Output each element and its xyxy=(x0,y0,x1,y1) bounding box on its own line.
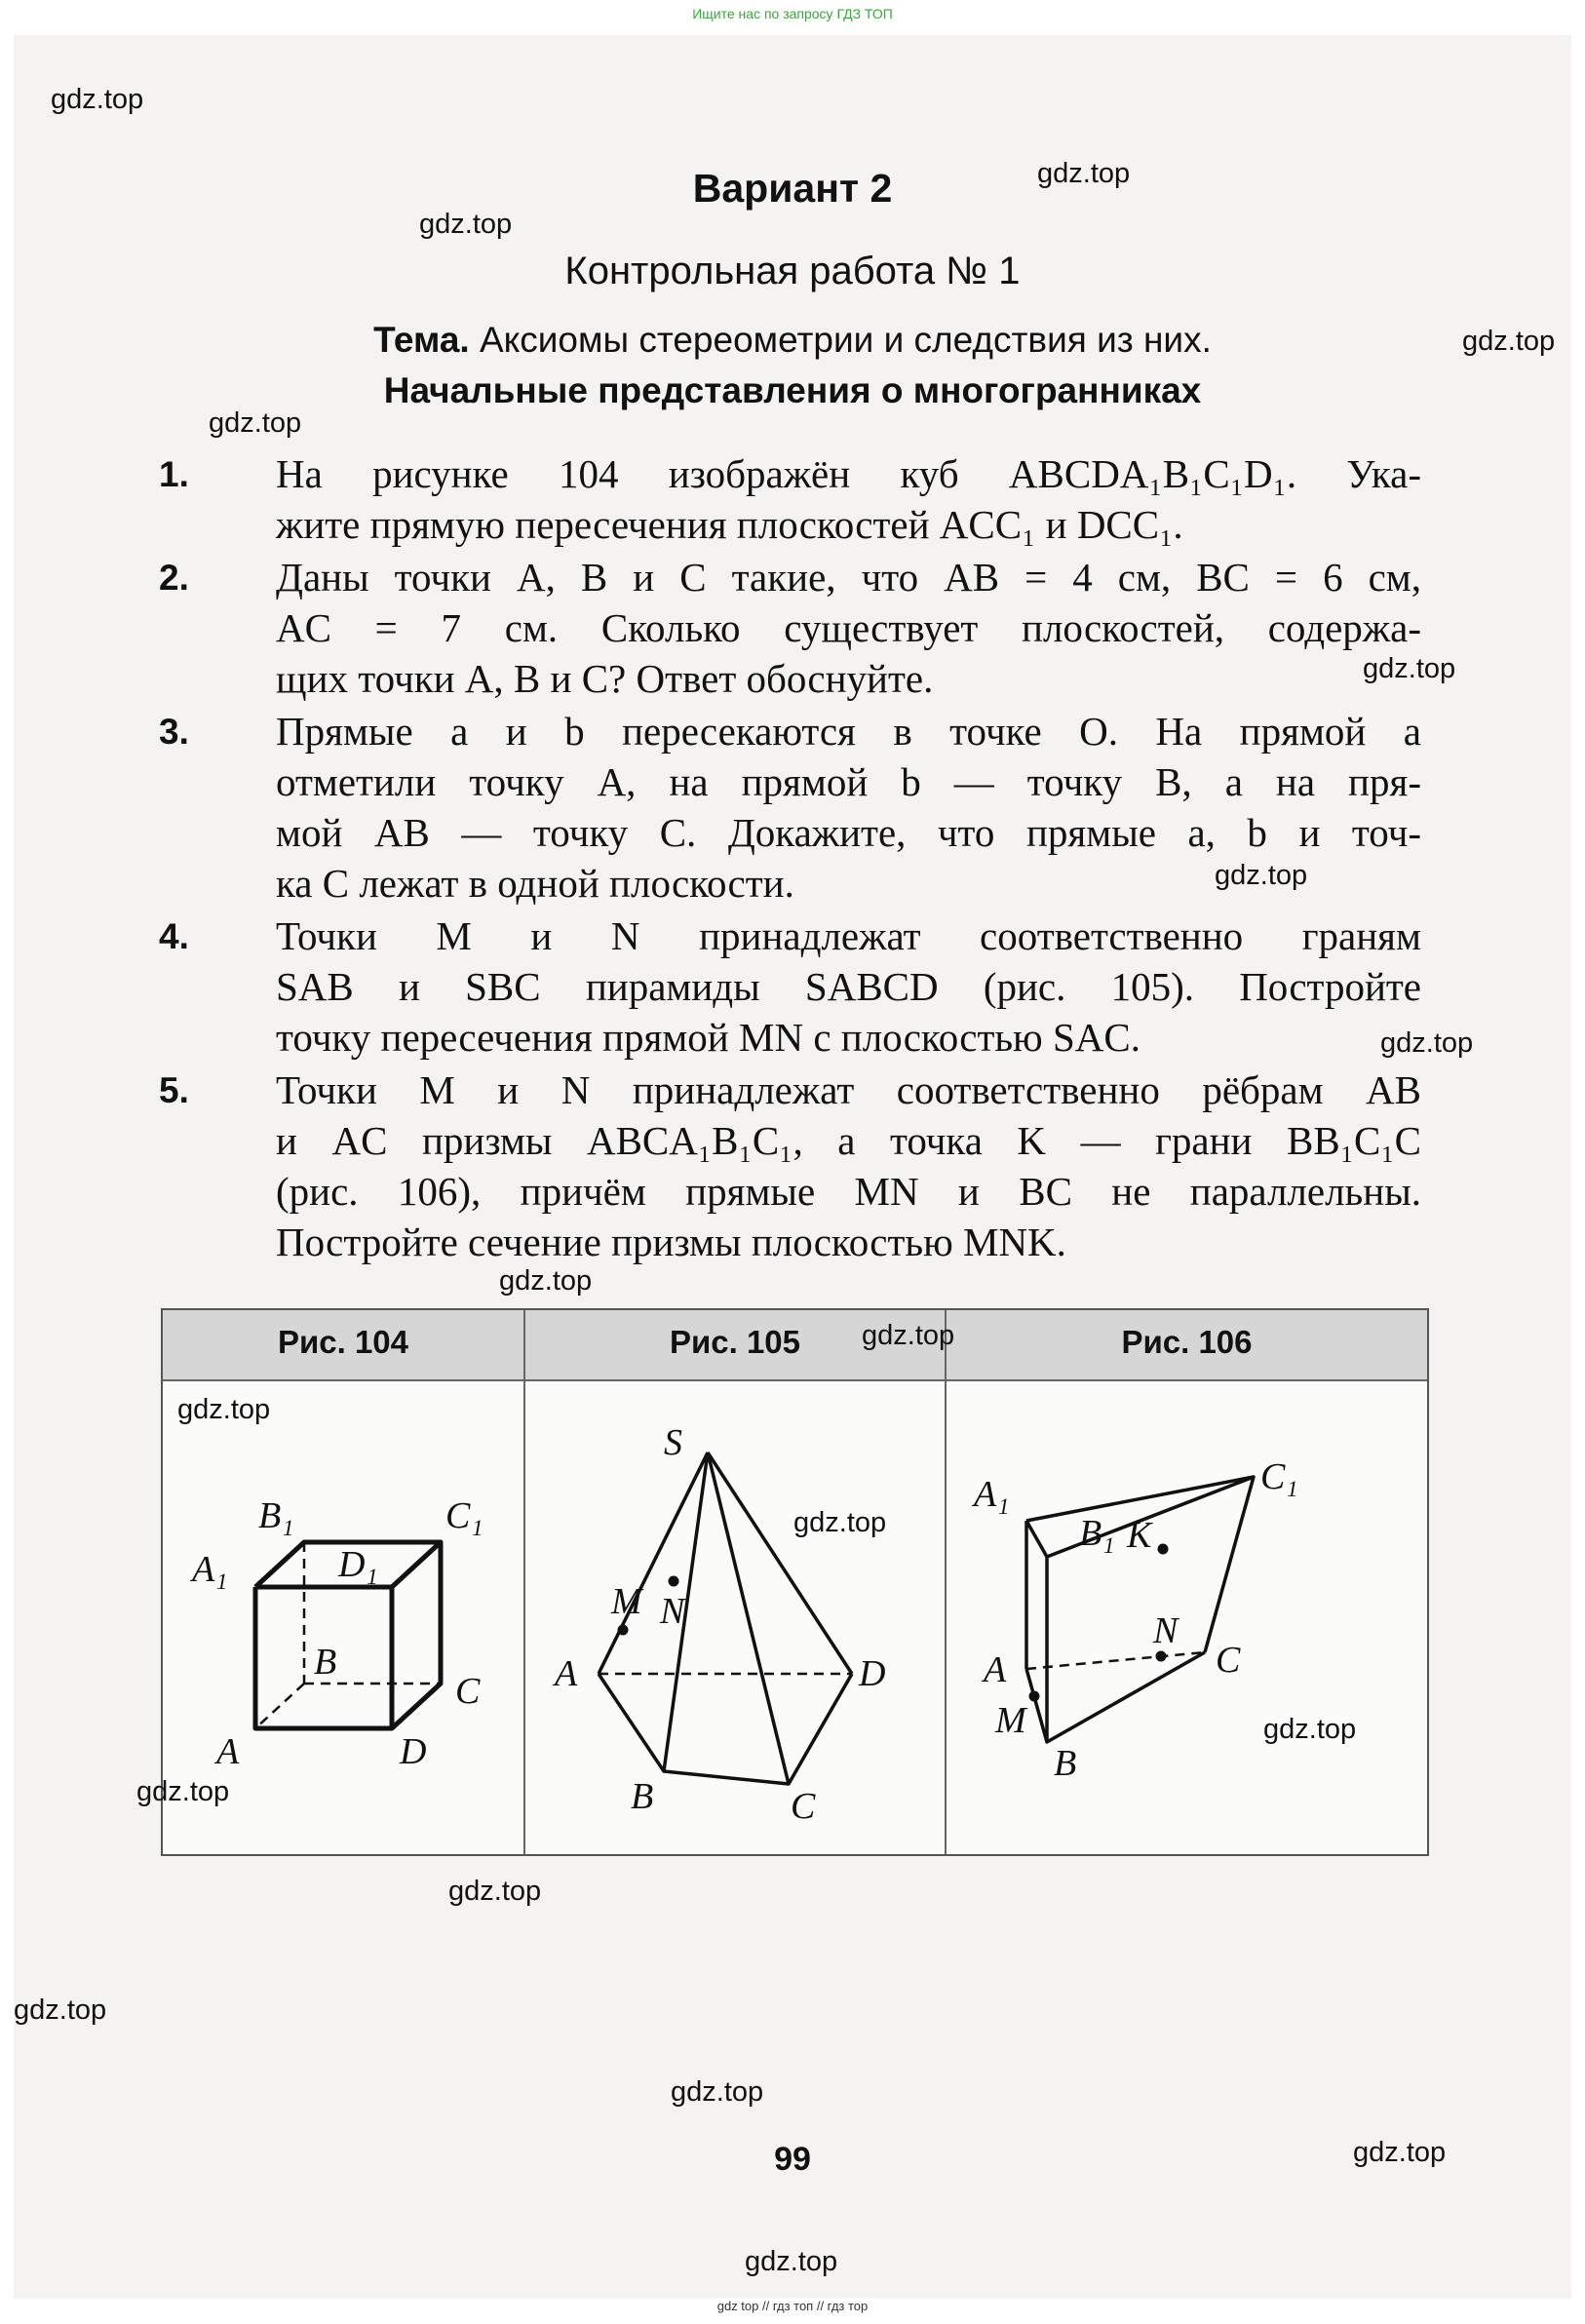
task-line: (рис. 106), причём прямые MN и BC не параллельны. xyxy=(276,1169,1421,1214)
prism-label: A xyxy=(984,1649,1007,1690)
theme-line-2: Начальные представления о многогранниках xyxy=(383,370,1202,410)
top-banner[interactable]: Ищите нас по запросу ГДЗ ТОП xyxy=(692,6,893,21)
bottom-banner[interactable]: gdz top // гдз топ // гдз тор xyxy=(716,2299,869,2313)
prism-label: K xyxy=(1127,1515,1152,1556)
prism-label: C₁ xyxy=(1260,1456,1298,1497)
theme-text: Аксиомы стереометрии и следствия из них. xyxy=(479,320,1212,360)
cube-label: C xyxy=(455,1671,481,1712)
task-line: ка C лежат в одной плоскости. xyxy=(276,861,794,906)
point-n xyxy=(1156,1651,1167,1662)
task-line: SAB и SBC пирамиды SABCD (рис. 105). Постройте xyxy=(276,964,1421,1009)
task-number: 3. xyxy=(159,712,189,752)
cube-label: A₁ xyxy=(192,1549,228,1590)
task-number: 4. xyxy=(159,916,189,956)
cube-label: B xyxy=(314,1642,337,1683)
figure-title-105: Рис. 105 xyxy=(669,1324,801,1360)
task-line: На рисунке 104 изображён куб ABCDA₁B₁C₁D₁. Ука- xyxy=(276,451,1421,496)
prism-label: A₁ xyxy=(974,1474,1010,1515)
cube-label: D xyxy=(400,1731,427,1772)
task-line: мой AB — точку C. Докажите, что прямые a, b и точ- xyxy=(276,810,1421,855)
task-number: 2. xyxy=(159,558,189,598)
task-line: Прямые a и b пересекаются в точке O. На прямой a xyxy=(276,709,1421,754)
watermark: gdz.top xyxy=(745,2246,838,2277)
watermark: gdz.top xyxy=(793,1507,887,1538)
cube-label: B₁ xyxy=(258,1495,294,1536)
task-line: жите прямую пересечения плоскостей ACC₁ и DCC₁. xyxy=(276,502,1183,547)
task-line: Точки M и N принадлежат соответственно рёбрам AB xyxy=(276,1067,1421,1112)
cube-label: A xyxy=(216,1731,240,1772)
pyramid-label: C xyxy=(791,1786,816,1827)
figures-table xyxy=(161,1308,1429,1856)
work-title: Контрольная работа № 1 xyxy=(564,250,1021,292)
task-line: точку пересечения прямой MN с плоскостью SAC. xyxy=(276,1015,1140,1060)
watermark: gdz.top xyxy=(1263,1714,1357,1745)
point-m xyxy=(618,1625,629,1636)
pyramid-label: S xyxy=(664,1422,682,1463)
watermark: gdz.top xyxy=(1380,1027,1474,1059)
point-n xyxy=(669,1576,679,1587)
task-line: AC = 7 см. Сколько существует плоскостей, содержа- xyxy=(276,605,1421,650)
watermark: gdz.top xyxy=(671,2076,764,2108)
point-m xyxy=(1029,1691,1040,1702)
watermark: gdz.top xyxy=(136,1776,230,1807)
watermark: gdz.top xyxy=(448,1876,542,1907)
cube-label: D₁ xyxy=(338,1544,378,1585)
page-number: 99 xyxy=(774,2141,811,2178)
watermark: gdz.top xyxy=(1037,158,1131,189)
watermark: gdz.top xyxy=(209,407,302,439)
task-line: и AC призмы ABCA₁B₁C₁, а точка K — грани BB₁C₁C xyxy=(276,1118,1421,1163)
watermark: gdz.top xyxy=(862,1320,955,1351)
task-line: Точки M и N принадлежат соответственно граням xyxy=(276,913,1421,958)
task-line: Даны точки A, B и C такие, что AB = 4 см, BC = 6 см, xyxy=(276,555,1421,600)
pyramid-label: D xyxy=(859,1653,886,1694)
task-number: 5. xyxy=(159,1070,189,1110)
watermark: gdz.top xyxy=(177,1394,271,1425)
pyramid-figure xyxy=(525,1381,945,1849)
task-number: 1. xyxy=(159,454,189,494)
variant-title: Вариант 2 xyxy=(692,166,893,211)
prism-label: N xyxy=(1153,1610,1179,1651)
watermark: gdz.top xyxy=(499,1265,593,1297)
watermark: gdz.top xyxy=(1363,653,1456,684)
pyramid-label: M xyxy=(611,1581,642,1622)
figure-title-104: Рис. 104 xyxy=(277,1324,409,1360)
watermark: gdz.top xyxy=(419,209,513,240)
point-k xyxy=(1158,1544,1169,1555)
pyramid-label: A xyxy=(555,1653,578,1694)
watermark: gdz.top xyxy=(14,1995,107,2026)
theme-line-1 xyxy=(0,320,1585,361)
task-line: отметили точку A, на прямой b — точку B, а на пря- xyxy=(276,759,1421,804)
pyramid-label: N xyxy=(660,1591,685,1632)
prism-label: B xyxy=(1054,1743,1077,1784)
prism-label: B₁ xyxy=(1079,1513,1115,1554)
figure-title-106: Рис. 106 xyxy=(1121,1324,1253,1360)
cube-label: C₁ xyxy=(445,1495,483,1536)
theme-label: Тема. xyxy=(373,320,470,360)
task-line: щих точки A, B и C? Ответ обоснуйте. xyxy=(276,656,934,701)
prism-label: M xyxy=(995,1700,1026,1741)
watermark: gdz.top xyxy=(1353,2137,1447,2168)
pyramid-label: B xyxy=(631,1776,654,1817)
watermark: gdz.top xyxy=(51,84,144,115)
watermark: gdz.top xyxy=(1462,326,1556,357)
watermark: gdz.top xyxy=(1215,860,1308,891)
prism-figure xyxy=(947,1381,1427,1849)
task-line: Постройте сечение призмы плоскостью MNK. xyxy=(276,1220,1066,1264)
prism-label: C xyxy=(1216,1640,1241,1681)
